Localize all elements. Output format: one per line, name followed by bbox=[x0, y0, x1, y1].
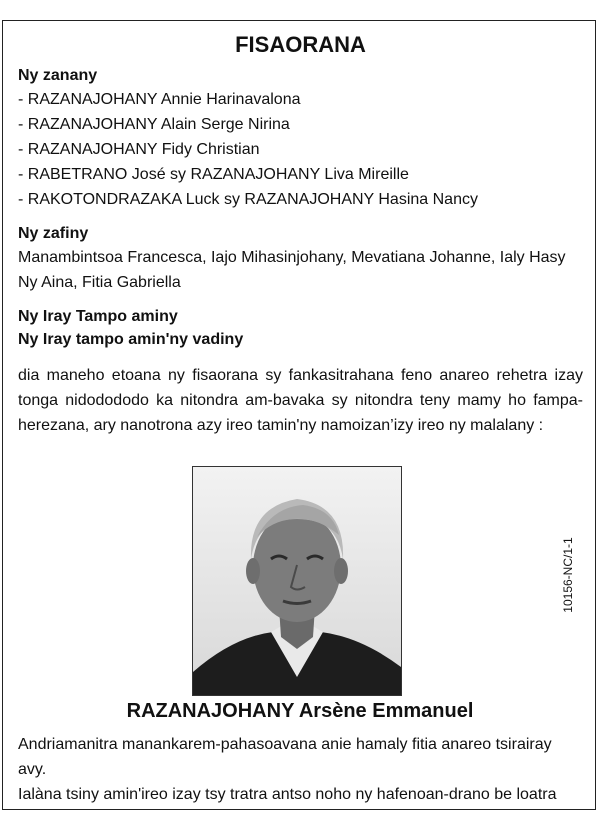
list-item: - RAZANAJOHANY Fidy Christian bbox=[18, 141, 260, 158]
list-item: - RABETRANO José sy RAZANAJOHANY Liva Mireille bbox=[18, 166, 409, 183]
grandchildren-heading: Ny zafiny bbox=[18, 225, 89, 242]
list-item: - RAZANAJOHANY Annie Harinavalona bbox=[18, 91, 301, 108]
grandchildren-text: Manambintsoa Francesca, Iajo Mihasinjohany, Mevatiana Johanne, Ialy Hasy Ny Aina, Fitia Gabriella bbox=[18, 249, 566, 291]
closing-line-2: Ialàna tsiny amin'ireo izay tsy tratra antso noho ny hafenoan-drano be loatra bbox=[18, 786, 557, 803]
spouse-siblings-heading: Ny Iray tampo amin'ny vadiny bbox=[18, 331, 244, 348]
siblings-heading: Ny Iray Tampo aminy bbox=[18, 308, 178, 325]
deceased-name: RAZANAJOHANY Arsène Emmanuel bbox=[126, 700, 474, 722]
notice-content bbox=[18, 20, 583, 438]
thanks-message: dia maneho etoana ny fisaorana sy fankasitrahana feno anareo rehetra izay tonga nidodododo ka nitondra am-bavaka sy nitondra teny mamy ho fampa-herezana, ary nanotrona azy ireo tamin'ny namoizan’izy ireo ny malalany : bbox=[18, 367, 583, 434]
children-heading: Ny zanany bbox=[18, 67, 98, 84]
notice-title: FISAORANA bbox=[235, 32, 366, 57]
list-item: - RAZANAJOHANY Alain Serge Nirina bbox=[18, 116, 290, 133]
list-item: - RAKOTONDRAZAKA Luck sy RAZANAJOHANY Hasina Nancy bbox=[18, 191, 478, 208]
closing-line-1: Andriamanitra manankarem-pahasoavana anie hamaly fitia anareo tsirairay avy. bbox=[18, 736, 552, 778]
portrait-illustration bbox=[193, 467, 401, 695]
closing-text bbox=[18, 732, 583, 807]
reference-code: 10156-NC/1-1 bbox=[561, 537, 575, 613]
portrait-photo-icon bbox=[192, 466, 402, 696]
